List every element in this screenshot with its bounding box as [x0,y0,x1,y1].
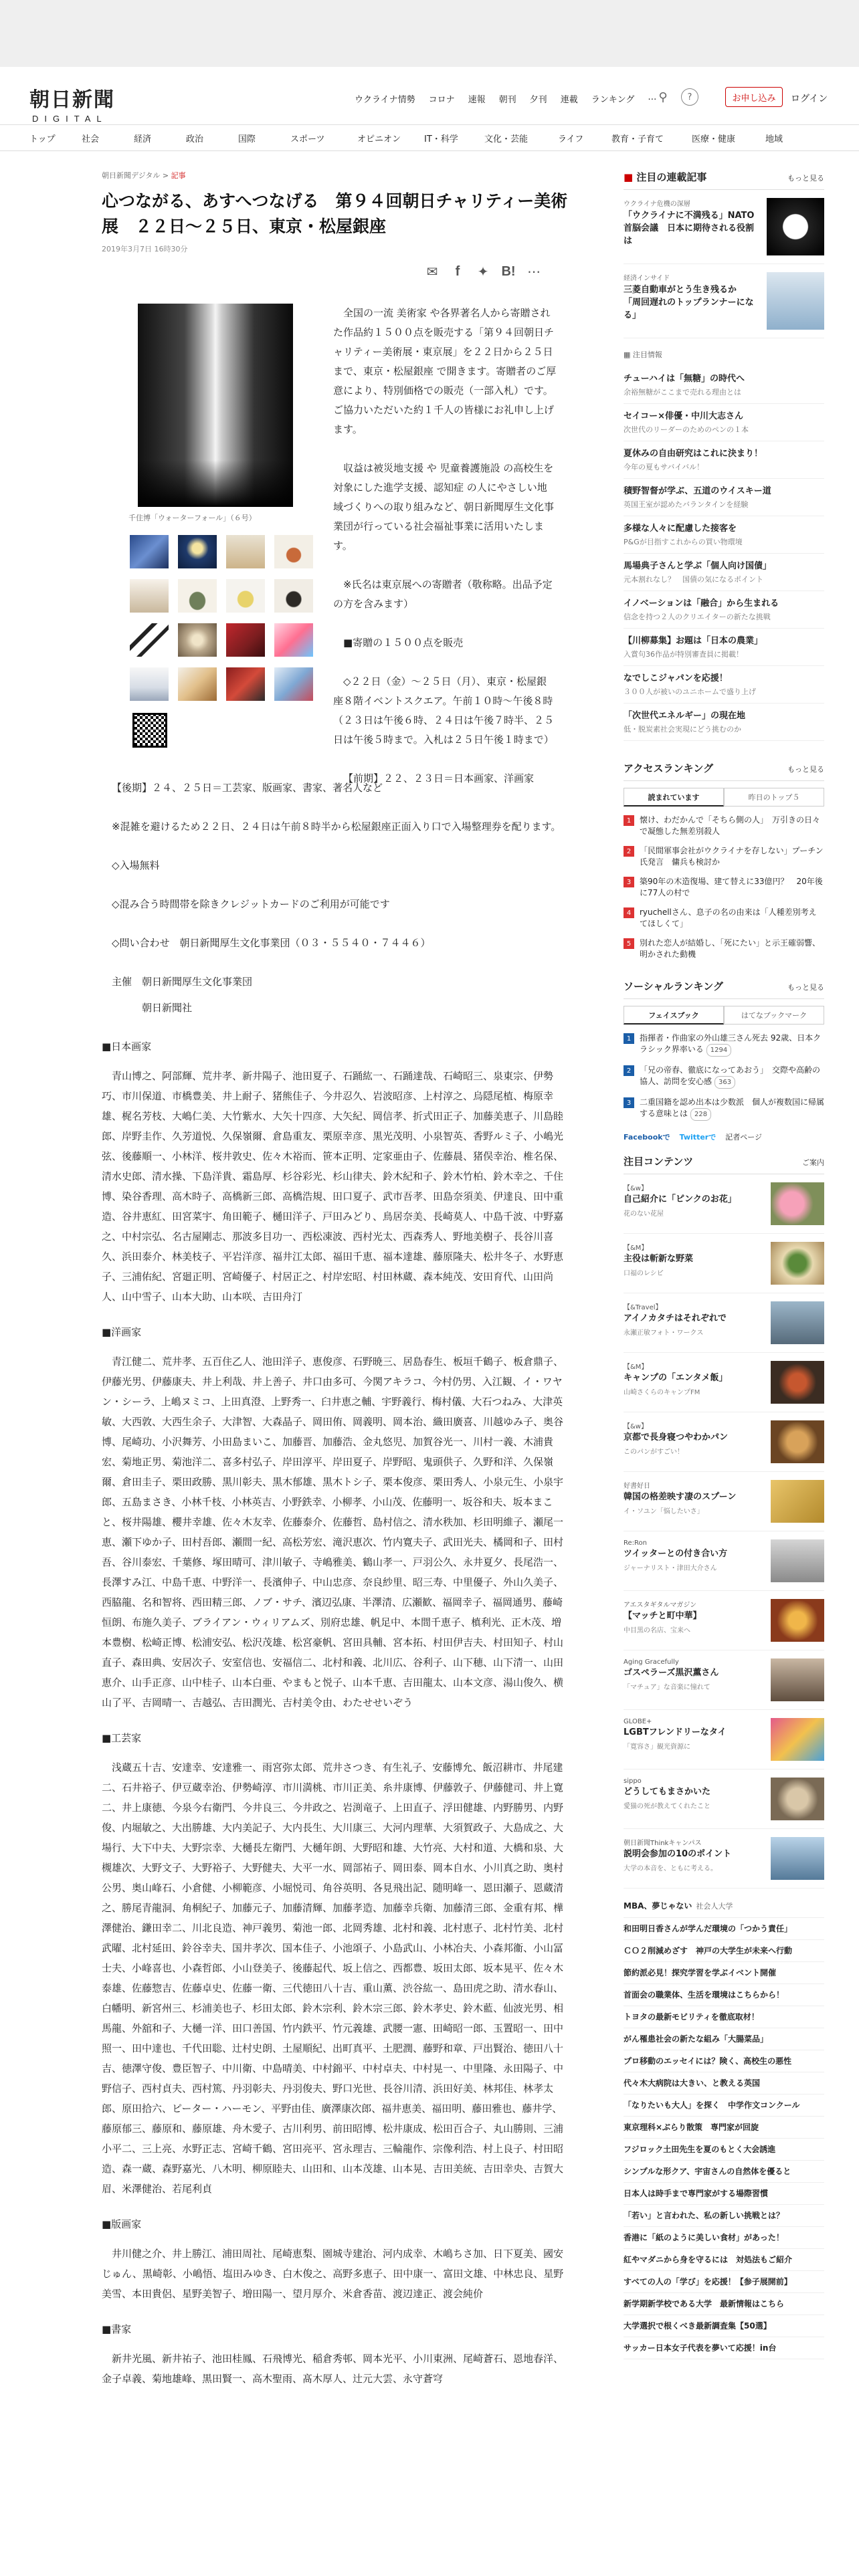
social-ranking-list [624,1029,824,1125]
promo-link[interactable]: フジロック土田先生を夏のもとく大会誘進 [624,2139,824,2161]
site-logo[interactable] [29,83,115,124]
promo-text-links [624,1895,824,2359]
promo-link[interactable]: プロ移動のエッセイには？険く、高校生の悪性 [624,2050,824,2072]
notice-item-8[interactable] [624,629,824,666]
body-paragraph-6: 主催 朝日新聞厚生文化事業団 [112,976,253,988]
header-link-morning[interactable]: 朝刊 [498,95,516,105]
main-photo-waterfall[interactable] [138,304,293,507]
nav-item-society[interactable]: 社会 [82,134,100,144]
header-link-breaking[interactable]: 速報 [468,95,486,105]
nav-item-health[interactable]: 医療・健康 [692,134,736,144]
content-item[interactable] [624,1591,824,1650]
notice-item-title: 多様な人々に配慮した接客を [624,524,737,534]
ranking-item[interactable] [624,811,824,841]
body-paragraph-4: ◇混み合う時間帯を除きクレジットカードのご利用が可能です [112,898,390,910]
content-kicker: 【&Travel】 [624,1304,662,1311]
content-item[interactable] [624,1650,824,1710]
rank-number: 1 [624,815,634,826]
nav-item-education[interactable]: 教育・子育て [611,134,664,144]
content-sub: 中目黒の名店、宝来へ [624,1627,690,1634]
rank-text: ryuchellさん、息子の名の由来は「人種差別考えてほしくて」 [640,907,817,928]
twitter-follow-link[interactable]: Twitterで [679,1133,717,1142]
logo-main-text: 朝日新聞 [29,88,115,112]
nav-item-opinion[interactable]: オピニオン [357,134,401,144]
rank-text: 指揮者・作曲家の外山雄三さん死去 92歳、日本クラシック界率いる [640,1033,822,1054]
promo-link[interactable]: 大学選択で根くべき最新調査集【50選】 [624,2315,824,2337]
thumbnail-9[interactable] [130,623,169,657]
header-links [355,92,656,105]
rank-text: 懐け、わだかんで「そちら側の人」 万引きの日々で凝態した無差別殺人 [640,815,821,836]
qr-code [132,713,167,748]
notice-heading-text: 注目情報 [632,350,662,359]
lead-paragraph-2: 収益は被災地支援 や 児童養護施設 の高校生を対象にした進学支援、認知症 の人にやさしい地域づくりへの取り組みなど、朝日新聞厚生文化事業団が行っている社会福祉事業に活用いたします。 [333,462,555,552]
content-item[interactable] [624,1353,824,1412]
content-title: 自己紹介に「ピンクのお花」 [624,1194,737,1204]
thumbnail-4[interactable] [274,535,313,568]
content-sub: 大学の本音を、ともに考える。 [624,1865,717,1872]
facebook-follow-link[interactable]: Facebookで [624,1133,670,1142]
content-sub: このパンがすごい！ [624,1448,684,1456]
article-date: 2019年3月7日 16時30分 [102,245,188,253]
series-title: 注目の連載記事 [636,171,707,183]
thumbnail-11[interactable] [226,623,265,657]
notice-item-sub: ３００人が被いのユニホームで盛り上げ [624,687,756,696]
kyoto-bread-image [771,1420,824,1463]
notice-item-2[interactable] [624,404,824,441]
promo-link[interactable]: 日本人は時手まで専門家がする場際習慣 [624,2183,824,2205]
feature-title: 三菱自動車がとう生き残るか 「周回遅れのトップランナーになる」 [624,285,754,320]
promo-link[interactable]: 香港に「紙のように美しい食材」があった！ [624,2227,824,2249]
content-kicker: 朝日新聞Thinkキャンパス [624,1840,702,1847]
header-link-more[interactable]: … [648,92,657,102]
section-names-nihonga: 青山博之、阿部輝、荒井孝、新井陽子、池田夏子、石踊紘一、石踊達哉、石崎昭三、泉東宗、伊勢巧、市川保道、市橋豊美、井上耐子、猪熊佳子、今井忍久、岩波昭彦、上村淳之、烏隠尾植、梅原幸雄、梶名芳枝、大嶋仁美、大竹紫水、大矢十四彦、大矢紀、岡信孝、折式田正子、加藤美恵子、川島睦郎、岸野圭作、久芳道悦、久保嶺爾、倉島重友、栗原幸彦、黒光茂明、小泉智英、香野ルミ子、小嶋光弦、後藤順一、小林洋、桜井敦史、佐々木裕而、笹本正明、定家亜由子、佐藤晨、猪俣幸治、椎名保、清水史郎、清水操、下島洋貴、霜島厚、杉谷彩光、杉山律夫、鈴木紀和子、鈴木竹柏、鈴木幸之、千住博、染谷香理、高木時子、高橋新三郎、高橋浩規、田口夏子、武市吾孝、田島奈須美、伊達良、田中重造、谷井恵紅、田宮菜宇、角田範子、樋田洋子、戸田みどり、鳥居奈美、長崎莫人、中島千波、中野嘉之、中村宗弘、名古屋剛志、那波多目功一、西松凍波、西村光太、西森秀人、野地美樹子、長谷川喜久、浜田泰介、林美枝子、平岩洋彦、福井江太郎、福田千恵、福本達雄、藤原隆夫、松井冬子、水野恵子、三浦佑紀、宮廻正明、宮崎優子、村居正之、村岸宏昭、村田林蔵、森本純茂、安田育代、山田尚人、山中雪子、山本大助、山本咲、吉田舟汀 [102,1070,564,1303]
notice-item-7[interactable] [624,591,824,629]
rank-text: 「民間軍事会社がウクライナを存しない」プーチン氏発言 傭兵も検討か [640,846,824,867]
tab-most-read[interactable]: 読まれています [624,788,724,807]
breadcrumb-current: 記事 [171,171,186,180]
article-title: 心つながる、あすへつなげる 第９４回朝日チャリティー美術展 ２２日〜２５日、東京・松屋銀座 [102,191,568,236]
notice-item-sub: 入賞句36作品が特別審査員に掲載！ [624,650,743,659]
twitter-talk-image [771,1539,824,1582]
notice-item-10[interactable] [624,704,824,741]
notice-item-sub: 次世代のリーダーのためのペンの１本 [624,425,749,434]
ranking-item[interactable] [624,903,824,934]
ranking-item[interactable] [624,872,824,903]
notice-item-title: 【川柳募集】お題は「日本の農業」 [624,636,763,646]
feature-kicker: ウクライナ危機の深層 [624,201,690,208]
ranking-item[interactable] [624,934,824,964]
feature-kicker: 経済インサイド [624,275,670,282]
content-kicker: sippo [624,1778,642,1785]
series-section-title: ■ 注目の連載記事 もっと見る [624,170,824,190]
nav-item-it-science[interactable]: IT・科学 [424,134,458,144]
thumbnail-7[interactable] [226,579,265,613]
content-title: どうしてもまさかいた [624,1787,711,1797]
thumbnail-3[interactable] [226,535,265,568]
share-count-badge: 1294 [706,1044,731,1057]
access-ranking-more[interactable]: もっと見る [787,765,824,774]
promo-link[interactable]: 和田明日香さんが学んだ環境の「つかう責任」 [624,1918,824,1940]
thailand-image [771,1718,824,1761]
campus-image [771,1837,824,1880]
promo-link[interactable]: サッカー日本女子代表を夢いて応援！in台 [624,2337,824,2359]
thumbnail-2[interactable] [178,535,217,568]
content-title: 京都で長身寝つやわかパン [624,1432,729,1442]
logo-sub-text: DIGITAL [32,114,108,124]
notice-item-title: チューハイは「無糖」の時代へ [624,374,745,384]
content-kicker: 【&w】 [624,1185,648,1192]
header-icons [654,88,698,106]
content-more-link[interactable]: ご案内 [802,1158,824,1167]
content-sub: 永瀬正敏フォト・ワークス [624,1329,704,1337]
thumbnail-12[interactable] [274,623,313,657]
rank-number: 2 [624,1065,634,1076]
notice-item-title: 積野智督が学ぶ、五道のウイスキー道 [624,486,771,496]
content-heading: 注目コンテンツ [624,1156,694,1168]
tab-yesterday-top5[interactable]: 昨日のトップ５ [724,788,824,807]
nav-item-culture[interactable]: 文化・芸能 [484,134,529,144]
thumbnail-10[interactable] [178,623,217,657]
notice-item-sub: 元本割れなし？ 国債の気になるポイント [624,575,763,584]
section-heading-shoka: ■書家 [102,2323,132,2335]
spoon-book-image [771,1480,824,1523]
social-ranking-title [624,979,824,999]
chuka-image [771,1599,824,1642]
promo-link-text: MBA、夢じゃない [624,1901,692,1911]
promo-link[interactable] [624,1895,824,1918]
body-paragraph-1: 【後期】２４、２５日＝工芸家、版画家、書家、著名人など [112,782,383,794]
share-count-badge: 228 [690,1108,711,1121]
social-ranking-item[interactable] [624,1093,824,1125]
social-ranking-heading: ソーシャルランキング [624,980,723,992]
content-item[interactable] [624,1472,824,1531]
hatena-bookmark-icon[interactable]: B! [501,263,516,279]
twitter-icon[interactable]: ✦ [477,263,489,280]
content-title: LGBTフレンドリーなタイ [624,1727,727,1737]
header-link-evening[interactable]: 夕刊 [529,95,547,105]
right-sidebar [624,170,824,2359]
tab-facebook[interactable]: フェイスブック [624,1006,724,1025]
notice-item-9[interactable] [624,666,824,704]
content-sub: 愛猫の死が教えてくれたこと [624,1803,710,1810]
category-nav [0,124,859,151]
section-heading-kogei: ■工芸家 [102,1732,142,1744]
content-sub: 口福のレシピ [624,1270,664,1277]
notice-item-1[interactable] [624,366,824,404]
promo-link[interactable]: 首面会の職業体、生活を環境はこちらから！ [624,1984,824,2006]
content-title: 主役は斬新な野菜 [624,1254,694,1264]
thumbnail-1[interactable] [130,535,169,568]
social-ranking-item[interactable] [624,1061,824,1093]
feature-item-1[interactable] [624,190,824,264]
rank-number: 4 [624,907,634,918]
body-paragraph-2: ※混雑を避けるため２２日、２４日は午前８時半から松屋銀座正面入り口で入場整理券を配ります。 [112,821,561,833]
section-names-yoga: 青江健二、荒井孝、五百住乙人、池田洋子、恵俊彦、石野暁三、居島春生、板垣千鶴子、板倉鼎子、伊藤光男、伊藤康夫、井上利哉、井上善子、井口由多可、今関アキラコ、今村仍男、入江観、イ・ワヤン・シーラ、上嶋ヌミコ、上田真澄、上野秀一、臼井恵之輔、宇野義行、梅村儀、大石つねみ、大津英敏、大西敦、大西生余子、大津智、大森晶子、岡田侑、岡義明、岡本治、織田廣喜、川越ゆみ子、奥谷博、尾崎功、小沢舞芳、小田島まいこ、加藤晋、加藤浩、金丸悠児、加賀谷光一、川村一義、木浦貴宏、菊地正男、菊池洋二、喜多村弘子、岸田淳平、岸田夏子、岸野昭、鬼頭供子、久野和洋、久保嶺爾、倉田圭子、栗田政勝、黒川彰夫、黒木郁雄、黒木トシ子、栗本俊彦、栗田秀人、小泉元生、小泉宇郎、五島まさき、小林千枝、小林英吉、小野鉄幸、小柳孝、小山茂、佐藤明一、坂谷和夫、坂本まこと、桜井陽雄、櫻井幸雄、佐々木友幸、佐藤泰介、佐藤哲、島村信之、清水秩加、杉田明維子、瀬尾一恵、瀬下ゆか子、田村吾郎、瀬間一紀、高松芳宏、滝沢恵次、竹内寛夫子、武田光夫、橘岡和子、田村吾、谷川泰宏、千葉修、塚田晴可、津川敏子、寺嶋雅美、鶴山孝一、戸羽公久、永井夏夕、長尾浩一、長澤すみ江、中島千恵、中野洋一、長濱伸子、中山忠彦、奈良紗里、昭三寿、中里優子、外山久美子、西脇龍、名和智将、西田精三郎、ノブ・サチ、濱辺弘康、半澤清、広瀬歓、福岡幸子、福岡通男、藤崎恒朗、布施久美子、ブライアン・ウィリアムズ、別府忠雄、帆足中、本間千恵子、槙利光、正木茂、増本豊樹、松崎正博、松浦安弘、松沢茂雄、松宮豪帆、宮田具輔、宮本拓、村田伊吉夫、村田知子、村山直子、森田典、安居次子、安室信也、安福信二、北村和義、北川広、谷利子、山下穂、山下清一、山田恵介、山手正彦、山中桂子、山本白亜、やまもと悦子、山本千恵、吉田龍太、山本文彦、湯山俊久、横山了平、吉岡晴一、吉越弘、吉田潤光、吉村美令由、わたせせいぞう [102,1356,564,1709]
promo-link[interactable]: がん罹患社会の新たな組み「大腸菜品」 [624,2028,824,2050]
content-kicker: 【&M】 [624,1245,648,1252]
content-item[interactable] [624,1769,824,1829]
content-kicker: Re:Ron [624,1539,647,1547]
promo-link[interactable]: すべての人の「学び」を応援！【参子展開前】 [624,2271,824,2293]
content-kicker: 【&M】 [624,1364,648,1371]
article [102,170,570,2385]
camp-food-image [771,1361,824,1404]
rank-number: 2 [624,846,634,857]
section-heading-hanga: ■版画家 [102,2218,142,2230]
rank-number: 3 [624,877,634,887]
body-paragraph-3: ◇入場無料 [112,859,160,871]
series-more-link[interactable]: もっと見る [787,174,824,183]
content-item[interactable] [624,1293,824,1353]
promo-link[interactable]: 東京理科×ぶらり散策 専門家が回旋 [624,2117,824,2139]
nav-item-region[interactable]: 地域 [765,134,783,144]
notice-item-4[interactable] [624,479,824,516]
content-kicker: GLOBE+ [624,1718,652,1725]
thumbnail-8[interactable] [274,579,313,613]
thumbnail-13[interactable] [130,667,169,701]
section-names-kogei: 浅蔵五十吉、安達幸、安達雅一、雨宮弥太郎、荒井さつき、有生礼子、安藤博允、飯沼耕市、井尾建二、石井裕子、伊豆蔵幸治、伊勢崎淳、市川満桃、市川正美、糸井康博、伊藤敦子、伊藤健司、井上寛二、井上康徳、今泉今右衛門、今井良三、今井政之、岩渕竜子、上田直子、浮田健雄、内野勝男、内野俊、内堀敏之、大出勝雄、大内美記子、大内長生、大川康三、大河内理華、大須賀政子、大島成之、大場行、大下中夫、大野宗幸、大樋長左衛門、大樋年朗、大野昭和雄、大竹亮、大村和道、大橋和泉、大槻雄次、大野文子、大野裕子、大野健夫、大平一水、岡部祐子、岡田泰、岡本自水、小川真之助、奥村公男、奥山峰石、小倉健、小柳範彦、小堀悦司、角谷英明、各見飛出記、随明峰一、恩田瀬子、恩蔵清之、勝尾青龍洞、角桐紀子、加藤元子、加藤清輝、加藤孝造、加藤幸兵衛、加藤清三郎、金重有邦、樺澤健治、鎌田幸二、川北良造、神戸義男、菊池一郎、北岡秀雄、北村和義、北村恵子、北村竹美、北村武曜、北村延田、鈴谷幸夫、国井孝次、国本佳子、小池頌子、小島武山、小林冶夫、小森邦衞、小山冨士夫、小峰喜也、小森哲郎、小山登美子、後藤起代、坂上信之、西都豊、坂田太郎、坂本晃平、佐々木泰雄、佐藤惣吉、佐藤卓史、佐藤一衛、三代徳田八十吉、重山薫、渋谷紘一、島田虎之助、清水春山、白幡明、新宮州三、杉浦美也子、杉田太郎、鈴木宗利、鈴木宗三郎、鈴木孝史、鈴木藍、仙波光男、相馬龍、外舘和子、大樋一洋、田口善国、竹内鉄平、竹元義雄、武腰一憲、田崎昭一郎、玉置昭一、田中照一、田中達也、千代田聡、辻村史朗、土屋順紀、出町真平、土肥潤、藤野和章、戸出賢治、徳田八十吉、徳澤守俊、豊臣智子、中川衛、中島晴美、中村錦平、中村卓夫、中村晃一、中里隆、永田陽子、中野信子、西村貞夫、西村篤、丹羽彰夫、丹羽俊夫、野口光世、長谷川清、浜田好美、林邦佳、林孝太郎、原田拾六、ピーター・ハーモン、平野由佳、廣澤康次郎、福井恵美、福田明、藤田雅也、藤井学、藤原郁三、藤原和、藤原雄、舟木愛子、古川利男、前田昭博、松井康成、松田百合子、丸山勝則、三浦小平二、三上亮、水野正志、宮崎千鶴、宮田亮平、宮永理吉、三輪龍作、宗像利浩、村上良子、村田昭造、森一蔵、森野嘉光、八木明、柳原睦夫、山田和、山本茂雄、山本晃、吉田美統、吉田幸央、吉賀大眉、米澤健治、若尾利貞 [102,1761,564,2195]
content-title: ゴスペラーズ黒沢薫さん [624,1668,719,1678]
content-sub: 「マチュア」な音楽に憧れて [624,1684,710,1691]
body-paragraph-7: 朝日新聞社 [112,1002,193,1014]
travel-photo-image [771,1301,824,1344]
header-link-ranking[interactable]: ランキング [591,95,635,105]
notice-item-sub: 英国王室が認めたバランタインを経験 [624,500,749,509]
lead-paragraph-6: 【前期】２２、２３日＝日本画家、洋画家 [343,772,535,784]
share-count-badge: 363 [714,1076,735,1089]
login-link[interactable]: ログイン [791,94,828,104]
breadcrumb-site[interactable]: 朝日新聞デジタル [102,171,161,180]
lead-paragraph-5: ◇２２日（金）〜２５日（月）、東京・松屋銀座８階イベントスクエア。午前１０時〜午後８時（２３日は午後６時、２４日は午後７時半、２５日は午後５時まで。入札は２５日午後１時まで） [333,675,555,746]
notice-list [624,366,824,741]
lead-paragraph-4: ■寄贈の１５００点を販売 [343,637,464,649]
notice-item-title: イノベーションは「融合」から生まれる [624,599,779,609]
section-names-hanga: 井川健之介、井上勝江、浦田周社、尾崎恵梨、園城寺建治、河内成幸、木嶋ちさ加、日下夏美、國安じゅん、黒崎彰、小嶋悟、塩田みゆき、白木俊之、高野多恵子、田中康一、富田文雄、中林忠良、星野美雪、本田貴侶、星野美智子、増田陽一、望月厚介、米倉香苗、渡辺達正、渡会純价 [102,2248,564,2300]
notice-item-5[interactable] [624,516,824,554]
content-title: ツイッターとの付き合い方 [624,1549,728,1559]
content-item[interactable] [624,1710,824,1769]
rank-text: 二重国籍を認め出本は少数派 個人が複数国に帰属する意味とは [640,1097,825,1118]
notice-item-title: 馬場典子さんと学ぶ「個人向け国債」 [624,561,772,571]
content-kicker: Aging Gracefully [624,1658,679,1666]
lead-paragraph-1: 全国の一流 美術家 や各界著名人から寄贈された作品約１５００点を販売する「第９４回朝日チャリティー美術展・東京展」を２２日から２５日まで、東京・松屋銀座 で開きます。寄贈者のご厚意により、特別価格での販売（一部入札）です。ご協力いただいた約１千人の皆様にお礼申し上げます。 [333,307,557,435]
header-link-corona[interactable]: コロナ [428,95,455,105]
cat-image [771,1778,824,1820]
promo-link[interactable]: 節約派必見！探究学習を学ぶイベント開催 [624,1962,824,1984]
feature-title: 「ウクライナに不満残る」NATO首脳会議 日本に期待される役割は [624,211,755,246]
rank-text: 「兄の帝春、徹底になってあおう」 交際や高齢の協人、訪問を安心感 [640,1065,821,1086]
social-follow-row [624,1132,824,1142]
nav-item-sports[interactable]: スポーツ [290,134,325,144]
subscribe-button[interactable]: お申し込み [725,87,783,107]
access-ranking-heading: アクセスランキング [624,762,714,774]
notice-item-title: セイコー×俳優・中川大志さん [624,411,743,421]
notice-item-3[interactable] [624,441,824,479]
more-share-icon[interactable]: ⋯ [527,263,541,280]
help-icon[interactable]: ? [681,88,698,106]
section-names-shoka: 新井光風、新井祐子、池田桂鳳、石飛博光、稲倉秀邨、岡本光平、小川東洲、尾崎蒼石、恩地春洋、金子卓義、菊地雄峰、黒田賢一、高木聖雨、髙木厚人、辻元大雲、永守蒼穹 [102,2353,564,2385]
header-link-ukraine[interactable]: ウクライナ情勢 [355,95,415,105]
facebook-icon[interactable]: f [455,263,460,279]
notice-item-sub: 今年の夏もサバイバル！ [624,463,704,471]
content-kicker: 【&w】 [624,1423,648,1430]
promo-link[interactable]: 新学期新学校である大学 最新情報はこちら [624,2293,824,2315]
content-sub: ジャーナリスト・津田大介さん [624,1565,717,1572]
breadcrumb-separator: > [162,171,169,180]
content-ads [624,1174,824,1889]
ranking-item[interactable] [624,841,824,872]
content-title: アイノカタチはそれぞれで [624,1313,727,1323]
photo-gallery [122,304,309,748]
content-title: キャンプの「エンタメ飯」 [624,1373,728,1383]
body-paragraph-5: ◇問い合わせ 朝日新聞厚生文化事業団（０３・５５４０・７４４６） [112,937,431,949]
access-ranking-title [624,761,824,781]
top-gray-band [0,0,859,67]
rank-number: 5 [624,938,634,949]
rank-text: 築90年の木造復場、建て替えに33億円？ 20年後に77人の村で [640,877,823,897]
content-item[interactable] [624,1174,824,1234]
content-sub: 花のない花屋 [624,1210,664,1218]
category-nav-items [29,132,805,144]
content-item[interactable] [624,1531,824,1591]
social-ranking-item[interactable] [624,1029,824,1061]
thumbnail-6[interactable] [178,579,217,613]
notice-item-6[interactable] [624,554,824,591]
rank-number: 1 [624,1033,634,1044]
content-title: 【マッチと町中華】 [624,1611,702,1621]
notice-item-sub: 低・脱炭素社会実現にどう挑むのか [624,725,741,734]
section-heading-nihonga: ■日本画家 [102,1041,152,1053]
ukraine-nato-image [767,198,824,255]
rank-number: 3 [624,1097,634,1108]
content-section-title [624,1154,824,1174]
notice-heading: ▦ 注目情報 [624,350,662,359]
promo-link[interactable]: トヨタの最新モビリティを徹底取材！ [624,2006,824,2028]
promo-link[interactable]: シンプルな形クア、宇宙さんの自然体を優ると [624,2161,824,2183]
search-icon[interactable]: ⚲ [658,90,668,104]
article-lead [333,304,557,808]
photo-caption: 千住博「ウォーターフォール」（６号） [128,514,256,522]
access-ranking-list [624,811,824,964]
reporter-page-link[interactable]: 記者ページ [725,1133,762,1142]
share-buttons [424,263,542,280]
promo-link[interactable]: 「なりたいも大人」を探く 中学作文コンクール [624,2095,824,2117]
promo-link[interactable]: 代々木大病院は大きい、と教える英国 [624,2072,824,2095]
content-item[interactable] [624,1829,824,1889]
notice-item-title: 「次世代エネルギー」の現在地 [624,711,746,721]
promo-link-tag: 社会人大学 [696,1902,733,1911]
content-item[interactable] [624,1234,824,1293]
thumbnail-5[interactable] [130,579,169,613]
content-title: 説明会参加の10のポイント [624,1849,732,1859]
notice-item-sub: P&Gが目指すこれからの買い物環境 [624,538,743,546]
article-body [102,778,570,2405]
thumbnail-grid [130,535,309,701]
feature-item-2[interactable] [624,264,824,338]
notice-item-sub: 余裕無糖がここまで売れる理由とは [624,388,741,397]
pink-flower-image [771,1182,824,1225]
keizai-inside-logo [767,272,824,330]
promo-link[interactable]: ＣＯ２削減めざす 神戸の大学生が未来へ行動 [624,1940,824,1962]
vegetable-dish-image [771,1242,824,1285]
content-kicker: アエスタギタルマガジン [624,1602,697,1609]
content-sub: イ・ソユン「悩したいさ」 [624,1508,704,1515]
thumbnail-14[interactable] [178,667,217,701]
thumbnail-16[interactable] [274,667,313,701]
content-sub: 「寛容さ」観光資源に [624,1743,690,1751]
content-sub: 山崎さくらのキャンプFM [624,1389,700,1396]
content-title: 韓国の格差映す凄のスプーン [624,1492,737,1502]
content-kicker: 好書好日 [624,1483,650,1490]
content-item[interactable] [624,1412,824,1472]
notice-item-sub: 信念を持つ２人のクリエイターの新たな挑戦 [624,613,771,621]
rank-text: 別れた恋人が結婚し、「死にたい」と示王確弱響、明かされた動機 [640,938,821,959]
social-ranking-tabs [624,1006,824,1025]
nav-item-top[interactable]: トップ [29,134,56,144]
section-heading-yoga: ■洋画家 [102,1326,142,1338]
social-ranking-more[interactable]: もっと見る [787,983,824,992]
gospellers-image [771,1658,824,1701]
nav-item-economy[interactable]: 経済 [134,134,152,144]
notice-item-title: なでしこジャパンを応援！ [624,673,728,683]
promo-link[interactable]: 「若い」と言われた、私の新しい挑戦とは？ [624,2205,824,2227]
breadcrumb [102,170,570,181]
tab-hatena[interactable]: はてなブックマーク [724,1006,824,1025]
notice-item-title: 夏休みの自由研究はこれに決まり！ [624,449,763,459]
access-ranking-tabs [624,788,824,807]
header-link-series[interactable]: 連載 [560,95,578,105]
lead-paragraph-3: ※氏名は東京展への寄贈者（敬称略。出品予定の方を含みます） [333,578,553,610]
promo-link[interactable]: 紅やマダニから身を守るには 対処法もご紹介 [624,2249,824,2271]
nav-item-life[interactable]: ライフ [558,134,584,144]
mail-icon[interactable]: ✉ [426,263,438,280]
nav-item-politics[interactable]: 政治 [186,134,204,144]
thumbnail-15[interactable] [226,667,265,701]
nav-item-international[interactable]: 国際 [238,134,256,144]
